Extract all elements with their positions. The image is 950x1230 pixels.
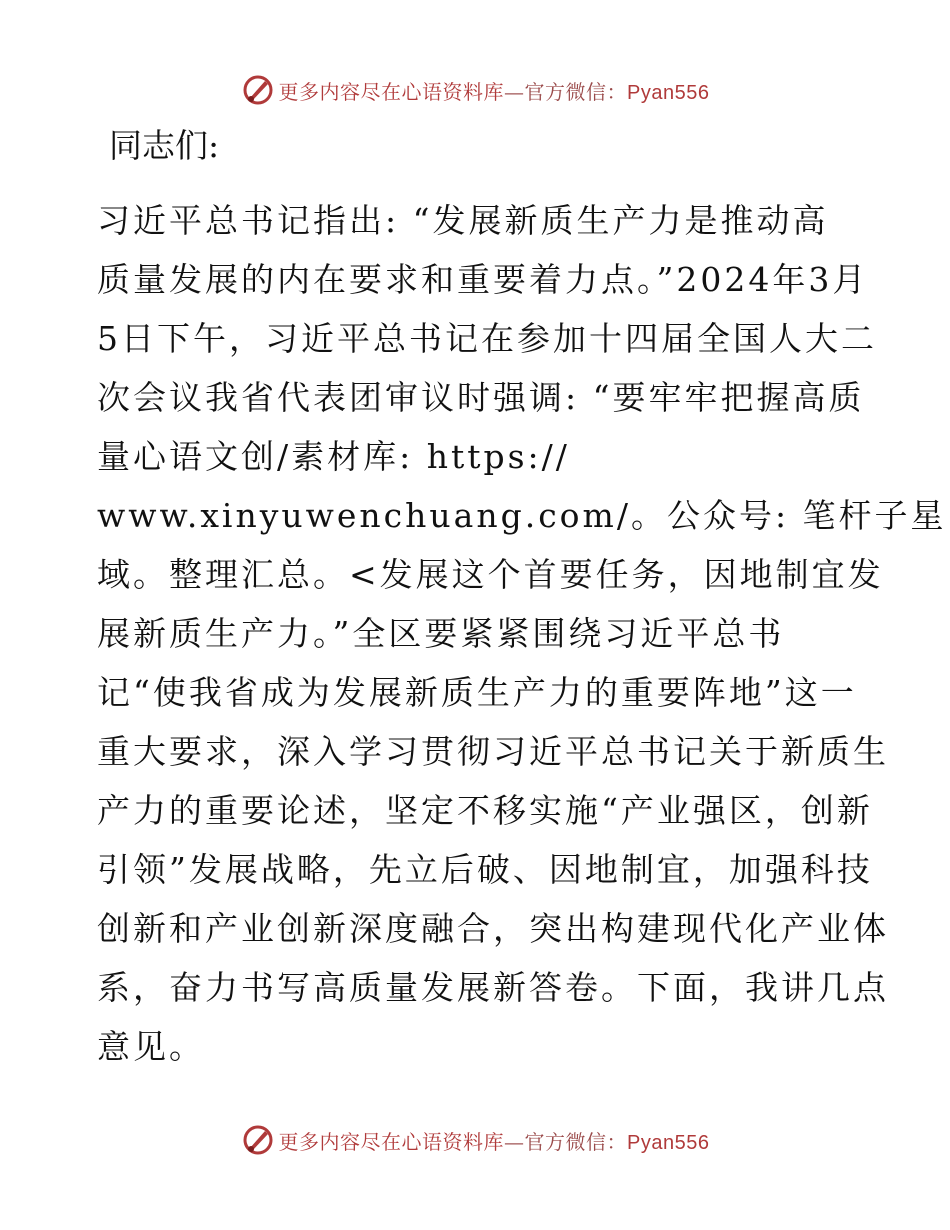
paragraph-line: 创新和产业创新深度融合，突出构建现代化产业体 (97, 909, 889, 948)
paragraph-line: 5日下午，习近平总书记在参加十四届全国人大二 (97, 319, 877, 358)
brush-pen-logo-icon (241, 73, 275, 107)
footer-banner-dash: — (504, 1129, 525, 1154)
paragraph-line: 域。整理汇总。<发展这个首要任务，因地制宜发 (97, 555, 884, 594)
footer-banner (0, 1120, 950, 1160)
paragraph-line: 记“使我省成为发展新质生产力的重要阵地”这一 (97, 673, 857, 712)
header-banner-main: 更多内容尽在心语资料库 (278, 79, 505, 104)
footer-banner-wechat-label: 官方微信： (524, 1129, 628, 1154)
footer-banner-main: 更多内容尽在心语资料库 (278, 1129, 505, 1154)
paragraph-line: 产力的重要论述，坚定不移实施“产业强区，创新 (97, 791, 873, 830)
brush-pen-logo-icon (241, 1123, 275, 1157)
paragraph-line: 意见。 (97, 1027, 205, 1066)
paragraph-line: 展新质生产力。”全区要紧紧围绕习近平总书 (97, 614, 785, 653)
header-banner-wechat-label: 官方微信： (524, 79, 628, 104)
paragraph-line: www.xinyuwenchuang.com/。公众号: 笔杆子星 (97, 496, 947, 535)
header-banner-text (279, 76, 710, 105)
paragraph-line: 引领”发展战略，先立后破、因地制宜，加强科技 (97, 850, 873, 889)
paragraph-line: 质量发展的内在要求和重要着力点。”2024年3月 (97, 260, 869, 299)
header-banner-handle: Pyan556 (627, 81, 710, 104)
paragraph-line: 次会议我省代表团审议时强调: “要牢牢把握高质 (97, 378, 865, 417)
salutation: 同志们: (109, 126, 220, 165)
header-banner (0, 70, 950, 110)
paragraph-line: 系，奋力书写高质量发展新答卷。下面，我讲几点 (97, 968, 889, 1007)
paragraph-line: 习近平总书记指出: “发展新质生产力是推动高 (97, 201, 829, 240)
footer-banner-text (279, 1126, 710, 1155)
footer-banner-handle: Pyan556 (627, 1131, 710, 1154)
header-banner-dash: — (504, 79, 525, 104)
paragraph-line: 量心语文创/素材库: https:// (97, 437, 570, 476)
paragraph-line: 重大要求，深入学习贯彻习近平总书记关于新质生 (97, 732, 889, 771)
